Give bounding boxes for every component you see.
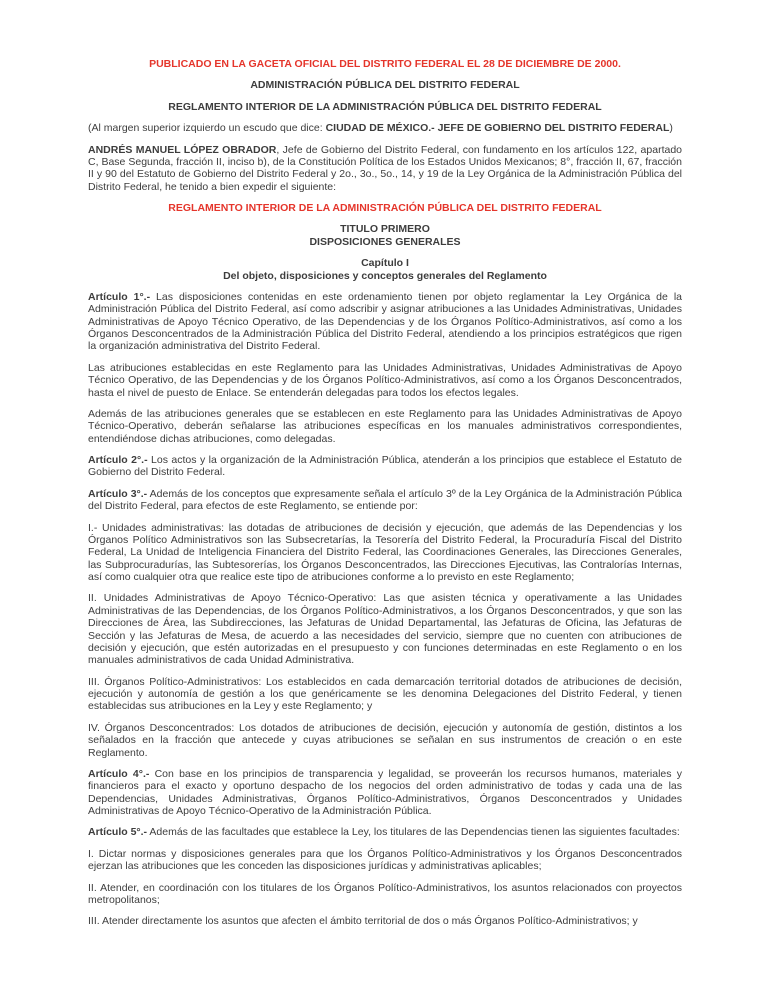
article-label: Artículo 3°.-: [88, 487, 148, 500]
article-label: Artículo 1°.-: [88, 290, 151, 303]
paragraph-articulo-5: [88, 826, 682, 838]
article-text: III. Atender directamente los asuntos que afecten el ámbito territorial de dos o más Órganos Político-Administrativos; y: [88, 915, 638, 928]
capitulo-subtitle: Del objeto, disposiciones y conceptos generales del Reglamento: [223, 269, 547, 282]
article-text: Las disposiciones contenidas en este ordenamiento tienen por objeto reglamentar la Ley Orgánica de la Administración Pública del Distrito Federal, así como adscribir y asignar atribuciones a las Unidades Administrativas, Unidades Administrativas de Apoyo Técnico Operativo, de las Dependencias y de los Órganos Político-Administrativos, así como a los Órganos Desconcentrados de la Administración Pública del Distrito Federal, atendiendo a los principios estratégicos que rigen la organización administrativa del Distrito Federal.: [88, 290, 682, 353]
article-text: Los actos y la organización de la Administración Pública, atenderán a los principios que establece el Estatuto de Gobierno del Distrito Federal.: [88, 454, 682, 479]
paragraph-atribuciones-especificas: [88, 408, 682, 445]
intro-text: , Jefe de Gobierno del Distrito Federal, con fundamento en los artículos 122, apartado C, Base Segunda, fracción II, inciso b), de la Constitución Política de los Estados Unidos Mexicanos; 8°, fracción II, 67, fracción II y 90 del Estatuto de Gobierno del Distrito Federal y 2o., 3o., 5o., 14, y 19 de la Ley Orgánica de la Administración Pública del Distrito Federal, he tenido a bien expedir el siguiente:: [88, 143, 683, 193]
escudo-bold-text: CIUDAD DE MÉXICO.- JEFE DE GOBIERNO DEL DISTRITO FEDERAL: [325, 122, 670, 135]
author-name: ANDRÉS MANUEL LÓPEZ OBRADOR: [88, 143, 277, 156]
capitulo-heading: Capítulo I: [361, 257, 409, 270]
gazette-publication-line: PUBLICADO EN LA GACETA OFICIAL DEL DISTRITO FEDERAL EL 28 DE DICIEMBRE DE 2000.: [149, 58, 621, 70]
margin-note-paragraph: [88, 122, 682, 134]
paragraph-atribuciones-delegadas: [88, 362, 682, 399]
article-text: I.- Unidades administrativas: las dotadas de atribuciones de decisión y ejecución, que además de las Dependencias y los Órganos Político Administrativos son las Subsecretarías, la Tesorería del Distrito Federal, la Procuraduría Fiscal del Distrito Federal, La Unidad de Inteligencia Financiera del Distrito Federal, las Coordinaciones Generales, las Direcciones Generales, las Subprocuradurías, las Subtesorerías, los Órganos Desconcentrados, las Direcciones Ejecutivas, las Contralorías Internas, así como cualquier otra que realice este tipo de atribuciones conforme a lo previsto en este Reglamento;: [88, 521, 682, 583]
article-text: Además de las atribuciones generales que se establecen en este Reglamento para las Unidades Administrativas de Apoyo Técnico-Operativo, deberán señalarse las atribuciones específicas en los manuales administrativos correspondientes, entendiéndose dichas atribuciones, como delegadas.: [88, 407, 682, 445]
paragraph-articulo-3: [88, 488, 682, 513]
disposiciones-generales-heading: DISPOSICIONES GENERALES: [309, 235, 461, 248]
article-label: Artículo 5°.-: [88, 826, 148, 839]
article-label: Artículo 4°.-: [88, 767, 150, 780]
paragraph-facultad-iii: [88, 915, 682, 927]
intro-paragraph: [88, 144, 682, 194]
article-text: II. Atender, en coordinación con los titulares de los Órganos Político-Administrativos, los asuntos relacionados con proyectos metropolitanos;: [88, 881, 682, 906]
heading-administracion-publica: ADMINISTRACIÓN PÚBLICA DEL DISTRITO FEDERAL: [250, 79, 520, 92]
paragraph-fraccion-iii: [88, 676, 682, 713]
margin-note-pre-text: (Al margen superior izquierdo un escudo que dice:: [88, 122, 326, 135]
article-text: III. Órganos Político-Administrativos: Los establecidos en cada demarcación territorial dotados de atribuciones de decisión, ejecución y autonomía de gestión a los que genéricamente se les denomina Delegaciones del Distrito Federal, y tienen establecidas sus atribuciones en la Ley y este Reglamento; y: [88, 675, 682, 713]
paragraph-fraccion-iv: [88, 722, 682, 759]
reglamento-title-red: REGLAMENTO INTERIOR DE LA ADMINISTRACIÓN PÚBLICA DEL DISTRITO FEDERAL: [168, 202, 602, 214]
article-text: I. Dictar normas y disposiciones generales para que los Órganos Político-Administrativos y los Órganos Desconcentrados ejerzan las atribuciones que les conceden las disposiciones jurídicas y administrativas aplicables;: [88, 847, 682, 873]
article-text: Además de las facultades que establece la Ley, los titulares de las Dependencias tienen las siguientes facultades:: [147, 826, 680, 839]
margin-note-close-text: ): [669, 122, 673, 135]
article-text: IV. Órganos Desconcentrados: Los dotados de atribuciones de decisión, ejecución y autonomía de gestión, distintos a los señalados en la fracción que antecede y cuyas atribuciones se señalan en sus instrumentos de creación o en este Reglamento.: [88, 721, 682, 759]
article-text: II. Unidades Administrativas de Apoyo Técnico-Operativo: Las que asisten técnica y operativamente a las Unidades Administrativas de las Dependencias, de los Órganos Político-Administrativos, a los Órganos Desconcentrados, y que son las Direcciones de Área, las Subdirecciones, las Jefaturas de Unidad Departamental, las Jefaturas de Oficina, las Jefaturas de Sección y las Jefaturas de Mesa, de acuerdo a las necesidades del servicio, siempre que no cuenten con atribuciones de decisión y ejecución, que estén autorizadas en el presupuesto y con funciones determinadas en este Reglamento o en los manuales administrativos de cada Unidad Administrativa.: [88, 592, 682, 667]
paragraph-articulo-2: [88, 454, 682, 479]
article-text: Con base en los principios de transparencia y legalidad, se proveerán los recursos humanos, materiales y financieros para el exacto y oportuno despacho de los negocios del orden administrativo de todas y cada una de las Dependencias, Unidades Administrativas, Órganos Político-Administrativos, Órganos Desconcentrados y Unidades Administrativas de Apoyo Técnico-Operativo de la Administración Pública.: [88, 767, 682, 817]
paragraph-facultad-i: [88, 848, 682, 873]
paragraph-articulo-1: [88, 291, 682, 353]
titulo-primero-block: [88, 223, 682, 248]
article-label: Artículo 2°.-: [88, 454, 148, 466]
article-text: Además de los conceptos que expresamente señala el artículo 3º de la Ley Orgánica de la Administración Pública del Distrito Federal, para efectos de este Reglamento, se entiende por:: [88, 487, 682, 513]
article-text: Las atribuciones establecidas en este Reglamento para las Unidades Administrativas, Unidades Administrativas de Apoyo Técnico Operativo, de las Dependencias y de los Órganos Político-Administrativos, así como a los Órganos Desconcentrados, hasta el nivel de puesto de Enlace. Se entenderán delegadas para todos los efectos legales.: [88, 361, 682, 399]
heading-reglamento-interior: REGLAMENTO INTERIOR DE LA ADMINISTRACIÓN PÚBLICA DEL DISTRITO FEDERAL: [168, 100, 602, 113]
paragraph-facultad-ii: [88, 882, 682, 907]
paragraph-fraccion-ii: [88, 592, 682, 666]
paragraph-articulo-4: [88, 768, 682, 818]
capitulo-block: [88, 257, 682, 282]
paragraph-fraccion-i: [88, 522, 682, 584]
titulo-primero-heading: TITULO PRIMERO: [340, 223, 430, 236]
